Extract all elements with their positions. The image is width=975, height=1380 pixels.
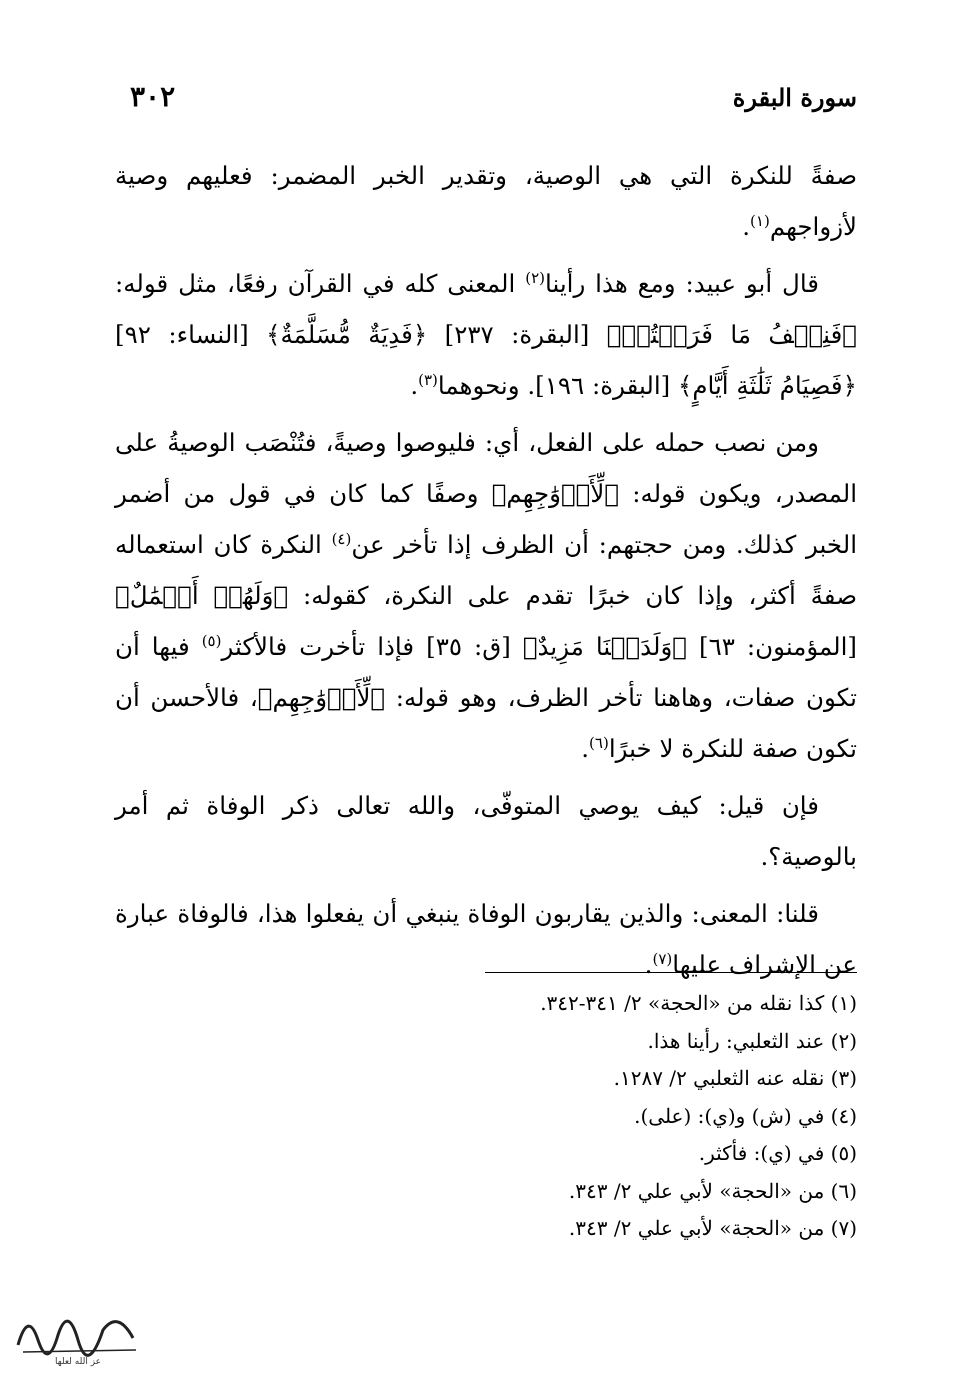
main-text bbox=[115, 150, 857, 996]
footnote-ref: (٧) bbox=[652, 949, 673, 968]
footnote-3: (٣) نقله عنه الثعلبي ٢/ ١٢٨٧. bbox=[613, 1066, 857, 1090]
paragraph-5: قلنا: المعنى: والذين يقاربون الوفاة ينبغي أن يفعلوا هذا، فالوفاة عبارة عن الإشراف عليها$^{(٧)}$. bbox=[115, 899, 857, 979]
footnote-6: (٦) من «الحجة» لأبي علي ٢/ ٣٤٣. bbox=[568, 1178, 857, 1203]
footnote-2: (٢) عند الثعلبي: رأينا هذا. bbox=[647, 1028, 857, 1053]
footnote-ref: (٦) bbox=[589, 733, 609, 752]
page-number: ٣٠٢ bbox=[130, 80, 176, 113]
footnote-5: (٥) في (ي): فأكثر. bbox=[698, 1141, 857, 1165]
footnote-ref: (٢) bbox=[525, 268, 545, 287]
page-header bbox=[130, 80, 857, 113]
footnote-ref: (٤) bbox=[331, 529, 352, 548]
watermark-logo-icon bbox=[8, 1290, 148, 1370]
running-title: سورة البقرة bbox=[732, 83, 857, 112]
footnote-ref: (٣) bbox=[418, 370, 438, 389]
paragraph-3: ومن نصب حمله على الفعل، أي: فليوصوا وصيةً، فتُنْصَب الوصيةُ على المصدر، ويكون قوله: ﴿لِّأَزۡوَٰجِهِم﴾ وصفًا كما كان في قول من أضمر الخبر كذلك. ومن حجتهم: أن الظرف إذا تأخر عن$^{(٤)}$ النكرة كان استعماله صفةً أكثر، وإذا كان خبرًا تقدم على النكرة، كقوله: ﴿وَلَهُمۡ أَعۡمَٰلٌ﴾ [المؤمنون: ٦٣] ﴿وَلَدَيۡنَا مَزِيدٌ﴾ [ق: ٣٥] فإذا تأخرت فالأكثر$^{(٥)}$ فيها أن تكون صفات، وهاهنا تأخر الظرف، وهو قوله: ﴿لِّأَزۡوَٰجِهِم﴾، فالأحسن أن تكون صفة للنكرة لا خبرًا$^{(٦)}$. bbox=[115, 428, 858, 763]
footnotes bbox=[300, 985, 857, 1248]
footnote-divider bbox=[485, 972, 857, 973]
paragraph-4: فإن قيل: كيف يوصي المتوفّى، والله تعالى ذكر الوفاة ثم أمر بالوصية؟. bbox=[115, 791, 857, 871]
paragraph-2: قال أبو عبيد: ومع هذا رأينا$^{(٢)}$ المعنى كله في القرآن رفعًا، مثل قوله: ﴿فَنِصۡفُ مَا فَرَضۡتُمۡ﴾ [البقرة: ٢٣٧] ﴿فَدِيَةٌ مُّسَلَّمَةٌ﴾ [النساء: ٩٢] ﴿فَصِيَامُ ثَلَٰثَةِ أَيَّامٍ﴾ [البقرة: ١٩٦]. ونحوهما$^{(٣)}$. bbox=[115, 268, 857, 400]
footnote-4: (٤) في (ش) و(ي): (على). bbox=[634, 1103, 857, 1128]
footnote-ref: (١) bbox=[750, 211, 770, 230]
paragraph-1: صفةً للنكرة التي هي الوصية، وتقدير الخبر المضمر: فعليهم وصية لأزواجهم$^{(١)}$. bbox=[115, 161, 857, 241]
footnote-ref: (٥) bbox=[201, 631, 222, 650]
watermark-subtext: عز الله لعلها bbox=[54, 1357, 102, 1367]
footnote-7: (٧) من «الحجة» لأبي علي ٢/ ٣٤٣. bbox=[568, 1216, 857, 1240]
footnote-1: (١) كذا نقله من «الحجة» ٢/ ٣٤١-٣٤٢. bbox=[540, 991, 857, 1015]
